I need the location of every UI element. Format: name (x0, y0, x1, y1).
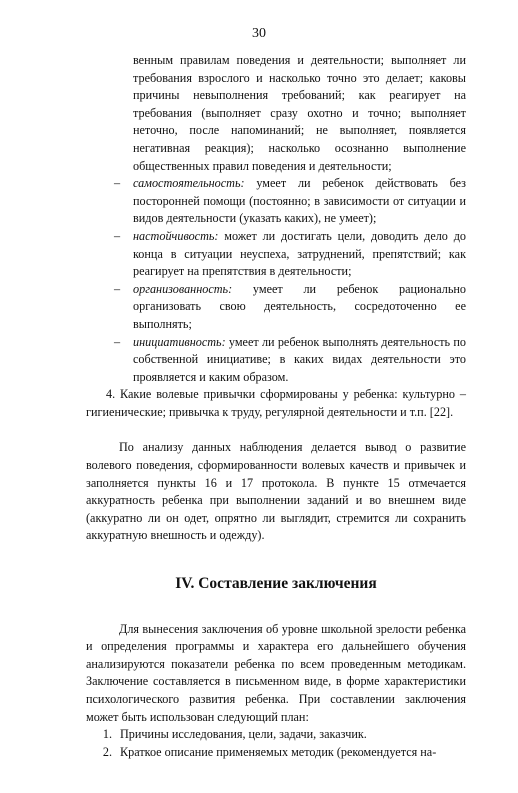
list-item-persistence (86, 228, 466, 281)
plan-item (86, 726, 466, 744)
plan-item-text: Краткое описание применяемых методик (рекомендуется на- (120, 744, 437, 759)
dash-bullet: – (114, 334, 121, 349)
list-item-self-reliance (86, 175, 466, 228)
section-heading: IV. Составление заключения (175, 575, 377, 593)
page-number: 30 (252, 26, 266, 41)
dash-bullet: – (114, 176, 121, 191)
term-description: может ли достигать цели, доводить дело до конца в ситуации неуспеха, затруднений, препятствий; как реагирует на препятствия в деятельности; (133, 228, 466, 279)
term: настойчивость: (133, 228, 219, 243)
observation-paragraph: По анализу данных наблюдения делается вывод о развитие волевого поведения, сформированности волевых качеств и привычек и заполняется пункты 16 и 17 протокола. В пункте 15 отмечается аккуратность ребенка при выполнении заданий и во внешнем виде (аккуратно ли он одет, опрятно ли выглядит, стремится ли сохранить аккуратную внешность и одежду). (86, 440, 466, 543)
plan-item-number: 2. (102, 744, 112, 759)
plan-item-number: 1. (102, 727, 112, 742)
term-description: умеет ли ребенок действовать без посторонней помощи (постоянно; в зависимости от ситуации и видов деятельности (указать каких), не умеет); (133, 176, 466, 226)
dash-bullet: – (114, 228, 121, 243)
term-description: умеет ли ребенок рационально организовать свою деятельность, сосредоточенно ее выполнять; (133, 281, 466, 331)
term-description: умеет ли ребенок выполнять деятельность по собственной инициативе; в каких видах деятельности это проявляется и каким образом. (133, 334, 466, 384)
dash-bullet: – (114, 281, 121, 296)
plan-item (86, 744, 466, 762)
term: организованность: (133, 281, 233, 296)
term: инициативность: (133, 334, 226, 349)
conclusion-paragraph: Для вынесения заключения об уровне школьной зрелости ребенка и определения программы и характера его дальнейшего обучения анализируются показатели ребенка по всем проведенным методикам. Заключение составляется в письменном виде, в форме характеристики психологического развития ребенка. При составлении заключения может быть использован следующий план: (86, 621, 466, 724)
quality-list (86, 175, 466, 386)
term: самостоятельность: (133, 176, 245, 191)
numbered-item-4: 4. Какие волевые привычки сформированы у ребенка: культурно – гигиенические; привычка к труду, регулярной деятельности и т.п. [22]. (86, 387, 466, 419)
continuation-text: венным правилам поведения и деятельности; выполняет ли требования взрослого и насколько точно это делает; каковы причины невыполнения требований; как реагирует на требования (выполняет сразу охотно и точно; выполняет неточно, после напоминаний; не выполняет, появляется негативная реакция); насколько осознанно выполнение общественных правил поведения и деятельности; (133, 53, 466, 173)
plan-item-text: Причины исследования, цели, задачи, заказчик. (120, 727, 367, 742)
page-content (86, 52, 466, 761)
list-item-initiative (86, 334, 466, 387)
list-item-organization (86, 281, 466, 334)
plan-list (86, 726, 466, 761)
